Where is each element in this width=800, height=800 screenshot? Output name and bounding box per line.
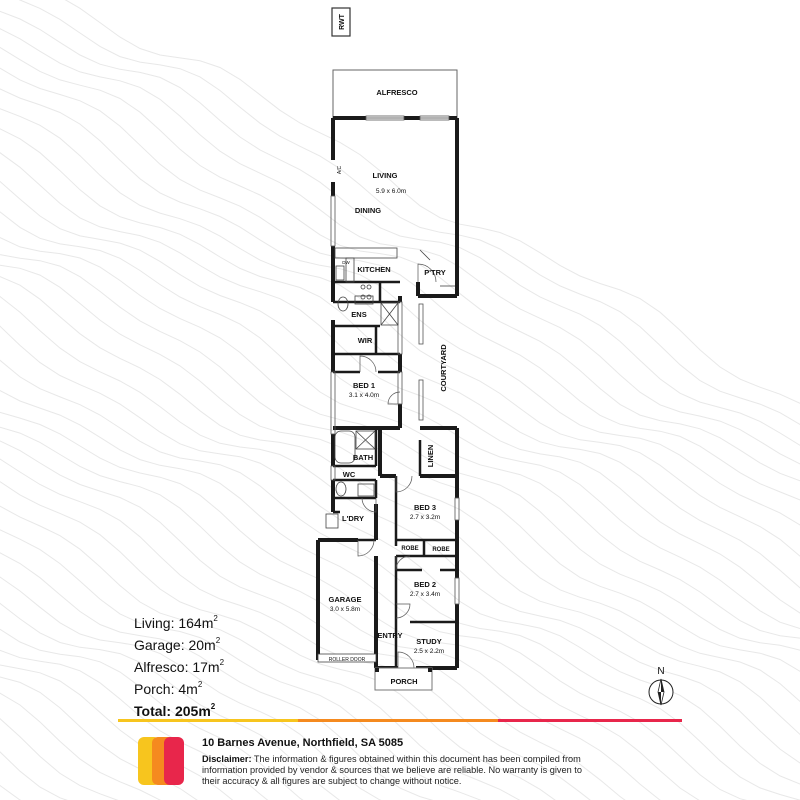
rwt-label: RWT <box>339 14 346 30</box>
window <box>398 302 402 354</box>
area-summary <box>134 610 224 720</box>
window <box>455 498 459 520</box>
footer-divider <box>118 719 682 722</box>
window <box>419 304 423 344</box>
entry-label: ENTRY <box>377 631 403 640</box>
kitchen-label: KITCHEN <box>357 265 391 274</box>
north-compass-icon <box>646 664 676 706</box>
porch-post <box>375 668 379 672</box>
dining-label: DINING <box>354 206 382 215</box>
alfresco-area-total: Alfresco: $17m^2$ <box>134 658 225 675</box>
pantry-shelf <box>420 250 430 260</box>
laundry-label: L'DRY <box>342 514 364 523</box>
bath-label: BATH <box>352 453 374 462</box>
bed1-dimensions: 3.1 x 4.0m <box>348 392 380 399</box>
window <box>331 372 335 434</box>
porch-post <box>428 668 432 672</box>
robe-label-1: ROBE <box>401 546 419 552</box>
wc-basin <box>358 484 374 496</box>
roller-door-label: ROLLER DOOR <box>328 657 366 663</box>
living-area: Living: $164m^2$ <box>134 614 218 631</box>
linen-label: LINEN <box>426 444 435 468</box>
garage-area: Garage: $20m^2$ <box>134 636 221 653</box>
brand-logo <box>138 737 184 785</box>
window <box>455 578 459 604</box>
ac-label: A/C <box>337 165 343 175</box>
bed2-dimensions: 2.7 x 3.4m <box>409 591 441 598</box>
door-swing <box>396 476 412 492</box>
living-dimensions: 5.9 x 6.0m <box>375 188 407 195</box>
cooktop-burner <box>361 285 365 289</box>
kitchen-bench <box>335 248 397 258</box>
study-dimensions: 2.5 x 2.2m <box>413 648 445 655</box>
window <box>398 372 402 404</box>
door-swing <box>396 556 410 570</box>
cooktop-burner <box>367 285 371 289</box>
porch-area-total: Porch: $4m^2$ <box>134 680 203 697</box>
door-swing <box>398 652 414 668</box>
study-label: STUDY <box>416 637 442 646</box>
ensuite-toilet <box>338 297 348 311</box>
wc-toilet <box>336 482 346 496</box>
pantry-label: P'TRY <box>424 268 446 277</box>
door-swing <box>396 604 410 618</box>
bed1-label: BED 1 <box>352 381 376 390</box>
disclaimer-text: The information & figures obtained within this document has been compiled from information provided by vendor & sources that we believe are reliable. No warranty is given to their accuracy & all figures are subject to change without notice. <box>202 754 582 786</box>
porch-label: PORCH <box>390 677 418 686</box>
property-address: 10 Barnes Avenue, Northfield, SA 5085 <box>202 737 404 749</box>
disclaimer <box>202 754 602 787</box>
door-swing <box>358 540 374 556</box>
door-swing <box>362 498 376 512</box>
courtyard-label: COURTYARD <box>439 344 448 392</box>
laundry-tub <box>326 514 338 528</box>
window <box>419 380 423 420</box>
window <box>331 466 335 480</box>
alfresco-label: ALFRESCO <box>376 88 418 97</box>
north-label: N <box>657 666 665 677</box>
dishwasher-label: DW <box>342 260 350 265</box>
ensuite-label: ENS <box>351 310 367 319</box>
total-area: Total: $205m^2$ <box>134 702 216 719</box>
garage-dimensions: 3.0 x 5.8m <box>329 606 361 613</box>
disclaimer-title: Disclaimer: <box>202 754 252 764</box>
kitchen-sink <box>336 266 344 280</box>
robe-label-2: ROBE <box>432 547 450 553</box>
window <box>331 196 335 246</box>
bed3-dimensions: 2.7 x 3.2m <box>409 514 441 521</box>
wc-label: WC <box>342 470 356 479</box>
wir-label: WIR <box>357 336 373 345</box>
garage-label: GARAGE <box>328 595 362 604</box>
bed3-label: BED 3 <box>413 503 437 512</box>
door-swing <box>360 356 376 372</box>
living-label: LIVING <box>372 171 398 180</box>
bed2-label: BED 2 <box>413 580 437 589</box>
